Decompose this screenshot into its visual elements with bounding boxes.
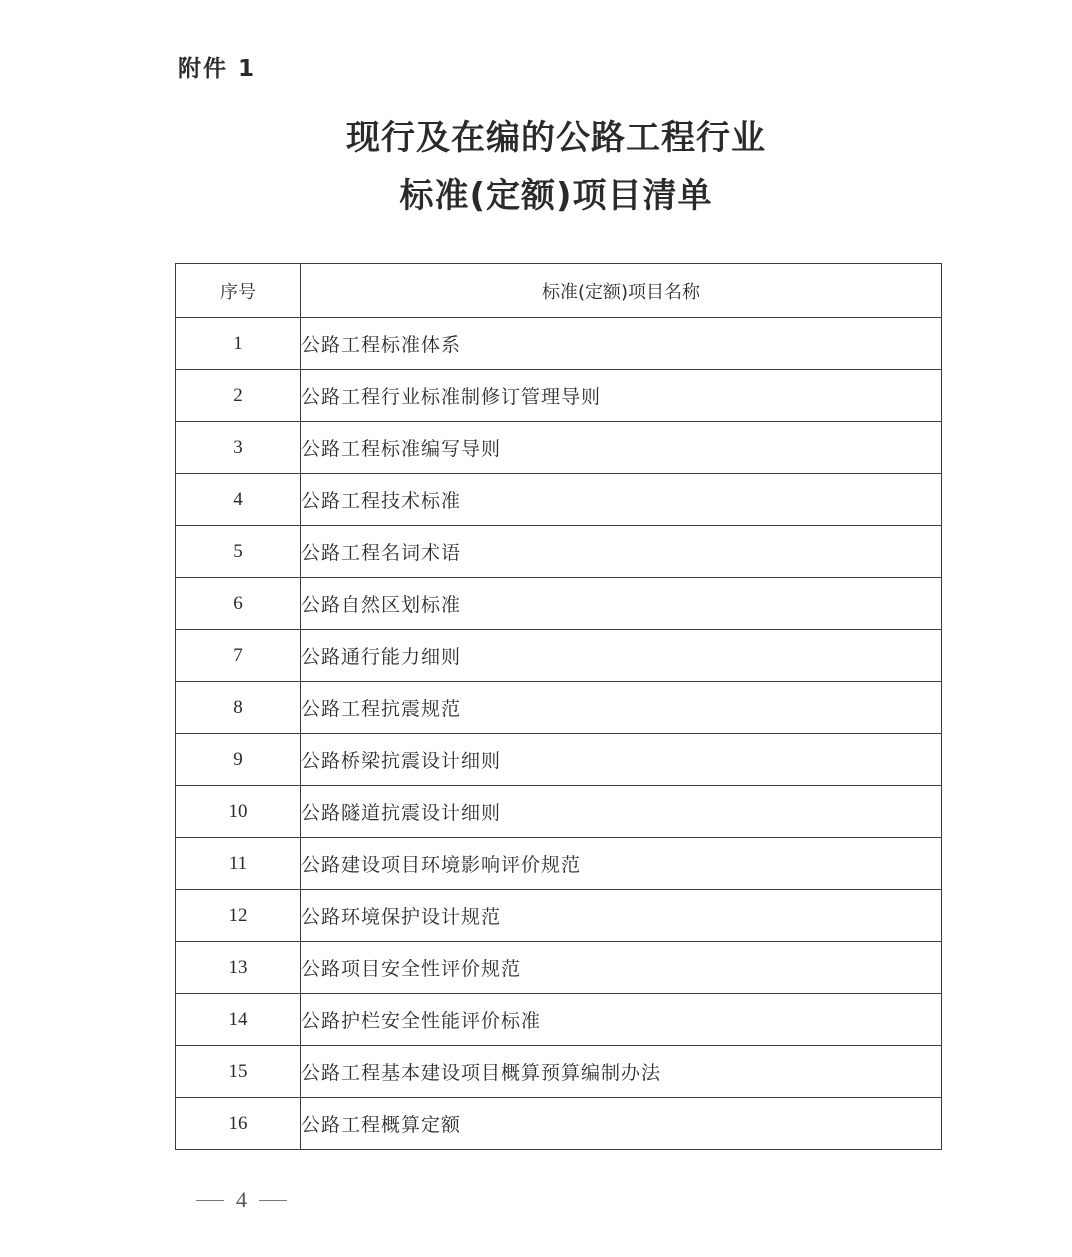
row-name: 公路工程基本建设项目概算预算编制办法 [301, 1046, 942, 1098]
table-row [176, 370, 942, 422]
header-project-name: 标准(定额)项目名称 [301, 264, 942, 318]
row-number: 7 [176, 630, 301, 682]
table-row [176, 1098, 942, 1150]
row-number: 16 [176, 1098, 301, 1150]
row-name: 公路护栏安全性能评价标准 [301, 994, 942, 1046]
page-title-line-1: 现行及在编的公路工程行业 [346, 118, 766, 158]
row-number: 11 [176, 838, 301, 890]
table-row [176, 942, 942, 994]
row-name: 公路自然区划标准 [301, 578, 942, 630]
table-row [176, 682, 942, 734]
table-row [176, 474, 942, 526]
row-number: 1 [176, 318, 301, 370]
row-number: 14 [176, 994, 301, 1046]
table-header-row [176, 264, 942, 318]
row-number: 12 [176, 890, 301, 942]
row-number: 10 [176, 786, 301, 838]
table-row [176, 318, 942, 370]
footer-dash-left [196, 1200, 224, 1201]
row-name: 公路项目安全性评价规范 [301, 942, 942, 994]
table-row [176, 890, 942, 942]
attachment-label: 附件 1 [178, 56, 257, 82]
row-name: 公路工程名词术语 [301, 526, 942, 578]
standards-table [175, 263, 942, 1150]
row-number: 4 [176, 474, 301, 526]
footer-dash-right [259, 1200, 287, 1201]
row-name: 公路工程概算定额 [301, 1098, 942, 1150]
table-row [176, 630, 942, 682]
table-row [176, 526, 942, 578]
row-number: 9 [176, 734, 301, 786]
table-row [176, 994, 942, 1046]
row-number: 6 [176, 578, 301, 630]
row-number: 2 [176, 370, 301, 422]
row-name: 公路建设项目环境影响评价规范 [301, 838, 942, 890]
row-name: 公路通行能力细则 [301, 630, 942, 682]
page-number: 4 [236, 1187, 247, 1212]
header-serial-number: 序号 [176, 264, 301, 318]
row-number: 5 [176, 526, 301, 578]
row-number: 8 [176, 682, 301, 734]
row-name: 公路隧道抗震设计细则 [301, 786, 942, 838]
row-number: 3 [176, 422, 301, 474]
row-name: 公路工程抗震规范 [301, 682, 942, 734]
table-row [176, 786, 942, 838]
row-number: 15 [176, 1046, 301, 1098]
row-name: 公路工程技术标准 [301, 474, 942, 526]
table-row [176, 734, 942, 786]
row-number: 13 [176, 942, 301, 994]
table-row [176, 422, 942, 474]
row-name: 公路工程标准编写导则 [301, 422, 942, 474]
row-name: 公路环境保护设计规范 [301, 890, 942, 942]
table-row [176, 1046, 942, 1098]
table-row [176, 838, 942, 890]
table-row [176, 578, 942, 630]
row-name: 公路桥梁抗震设计细则 [301, 734, 942, 786]
row-name: 公路工程行业标准制修订管理导则 [301, 370, 942, 422]
page-footer [196, 1187, 287, 1213]
row-name: 公路工程标准体系 [301, 318, 942, 370]
page-title-line-2: 标准(定额)项目清单 [399, 176, 713, 216]
